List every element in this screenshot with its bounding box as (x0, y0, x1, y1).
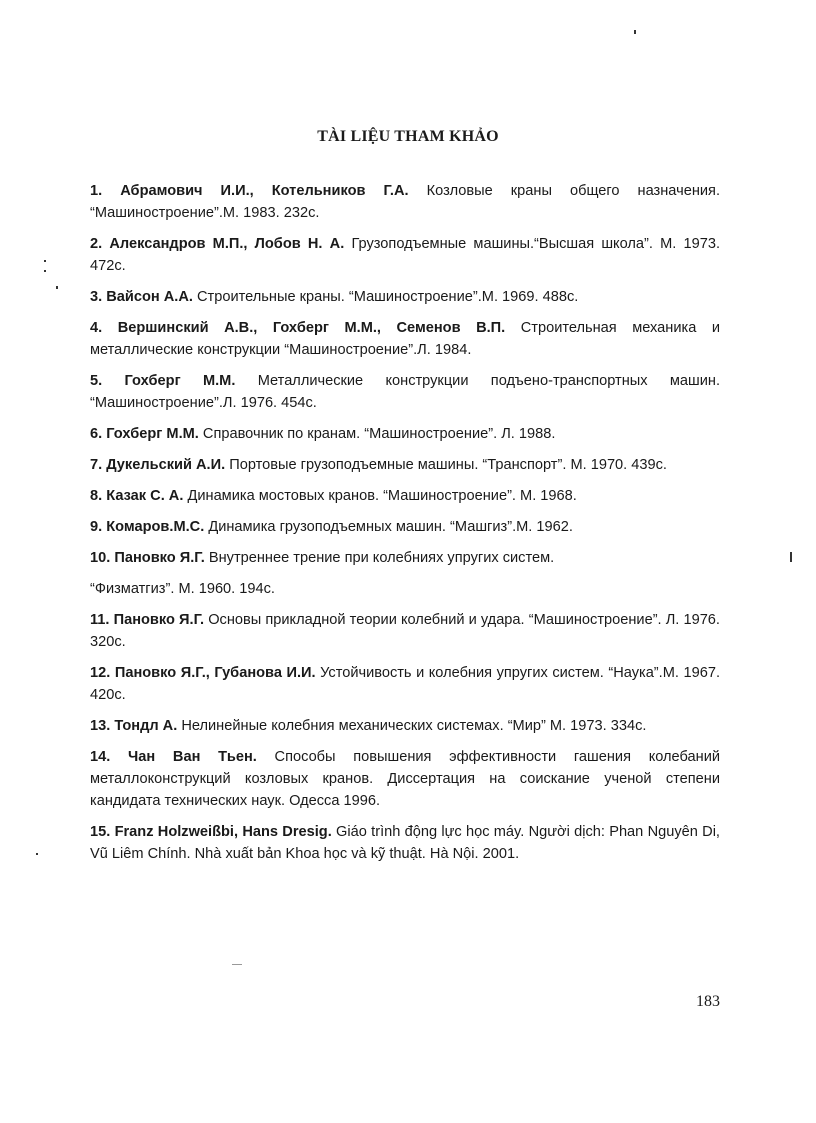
reference-number: 9. (90, 519, 103, 535)
reference-authors: Чан Ван Тьен. (128, 749, 257, 765)
reference-number: 7. (90, 457, 103, 473)
reference-item (90, 547, 720, 569)
scan-speck (790, 552, 792, 562)
reference-authors: Александров М.П., Лобов Н. А. (109, 236, 345, 252)
reference-authors: Дукельский А.И. (106, 457, 226, 473)
reference-number: 4. (90, 320, 103, 336)
reference-number: 5. (90, 373, 103, 389)
reference-item (90, 286, 720, 308)
reference-item (90, 516, 720, 538)
reference-text: Портовые грузоподъемные машины. “Транспорт”. М. 1970. 439с. (229, 457, 667, 473)
reference-item (90, 821, 720, 865)
reference-text: Справочник по кранам. “Машиностроение”. Л. 1988. (202, 426, 556, 442)
reference-item (90, 370, 720, 414)
reference-text: Способы повышения эффективности гашения колебаний металлоконструкций козловых кранов. Диссертация на соискание ученой степени кандидата технических наук. Одесса 1996. (90, 749, 721, 809)
reference-item (90, 662, 720, 706)
scan-speck (634, 30, 636, 34)
reference-text: Нелинейные колебния механических системах. “Мир” М. 1973. 334с. (181, 718, 647, 734)
reference-item (90, 180, 720, 224)
reference-text: Внутреннее трение при колебниях упругих систем. (208, 550, 555, 566)
reference-authors: Franz Holzweißbi, Hans Dresig. (114, 824, 332, 840)
reference-number: 13. (90, 718, 111, 734)
reference-text: Динамика мостовых кранов. “Машиностроение”. М. 1968. (187, 488, 577, 504)
reference-item-continuation (90, 578, 720, 600)
reference-text: Устойчивость и колебния упругих систем. “Наука”.М. 1967. 420с. (90, 665, 720, 703)
reference-number: 12. (90, 665, 111, 681)
reference-number: 8. (90, 488, 103, 504)
reference-item (90, 609, 720, 653)
reference-item (90, 233, 720, 277)
scan-speck (36, 853, 38, 855)
reference-text: Основы прикладной теории колебний и удара. “Машиностроение”. Л. 1976. 320с. (90, 612, 720, 650)
reference-text: Грузоподъемные машины.“Высшая школа”. М. 1973. 472с. (90, 236, 721, 274)
reference-authors: Комаров.М.С. (106, 519, 205, 535)
reference-authors: Вершинский А.В., Гохберг М.М., Семенов В.П. (117, 320, 506, 336)
reference-item (90, 715, 720, 737)
reference-number: 2. (90, 236, 103, 252)
reference-item (90, 317, 720, 361)
scan-speck (232, 964, 242, 965)
reference-item (90, 746, 720, 812)
reference-text: Козловые краны общего назначения. “Машиностроение”.М. 1983. 232с. (90, 183, 720, 221)
reference-authors: Тондл А. (114, 718, 178, 734)
reference-authors: Казак С. А. (106, 488, 184, 504)
reference-authors: Гохберг М.М. (124, 373, 236, 389)
reference-item (90, 423, 720, 445)
page-number: 183 (696, 993, 720, 1010)
reference-text: “Физматгиз”. М. 1960. 194с. (90, 581, 275, 597)
reference-text: Динамика грузоподъемных машин. “Машгиз”.М. 1962. (208, 519, 573, 535)
reference-number: 1. (90, 183, 103, 199)
reference-item (90, 485, 720, 507)
reference-list (90, 180, 720, 874)
reference-text: Металлические конструкции подъено-транспортных машин. “Машиностроение”.Л. 1976. 454с. (90, 373, 721, 411)
reference-number: 11. (90, 612, 110, 628)
reference-number: 3. (90, 289, 103, 305)
reference-text: Giáo trình động lực học máy. Người dịch: Phan Nguyên Di, Vũ Liêm Chính. Nhà xuất bản Khoa học và kỹ thuật. Hà Nội. 2001. (90, 824, 720, 862)
reference-number: 6. (90, 426, 103, 442)
reference-number: 14. (90, 749, 111, 765)
reference-item (90, 454, 720, 476)
reference-authors: Гохберг М.М. (106, 426, 199, 442)
page-title: TÀI LIỆU THAM KHẢO (317, 128, 499, 145)
reference-number: 15. (90, 824, 111, 840)
reference-authors: Пановко Я.Г., Губанова И.И. (114, 665, 316, 681)
reference-authors: Абрамович И.И., Котельников Г.А. (120, 183, 409, 199)
reference-authors: Вайсон А.А. (106, 289, 193, 305)
reference-number: 10. (90, 550, 111, 566)
reference-authors: Пановко Я.Г. (113, 612, 205, 628)
scan-speck (44, 270, 46, 272)
scan-speck (44, 260, 46, 262)
reference-text: Строительные краны. “Машиностроение”.М. 1969. 488с. (197, 289, 579, 305)
reference-authors: Пановко Я.Г. (114, 550, 205, 566)
reference-text: Строительная механика и металлические конструкции “Машиностроение”.Л. 1984. (90, 320, 720, 358)
scan-speck (56, 286, 58, 289)
